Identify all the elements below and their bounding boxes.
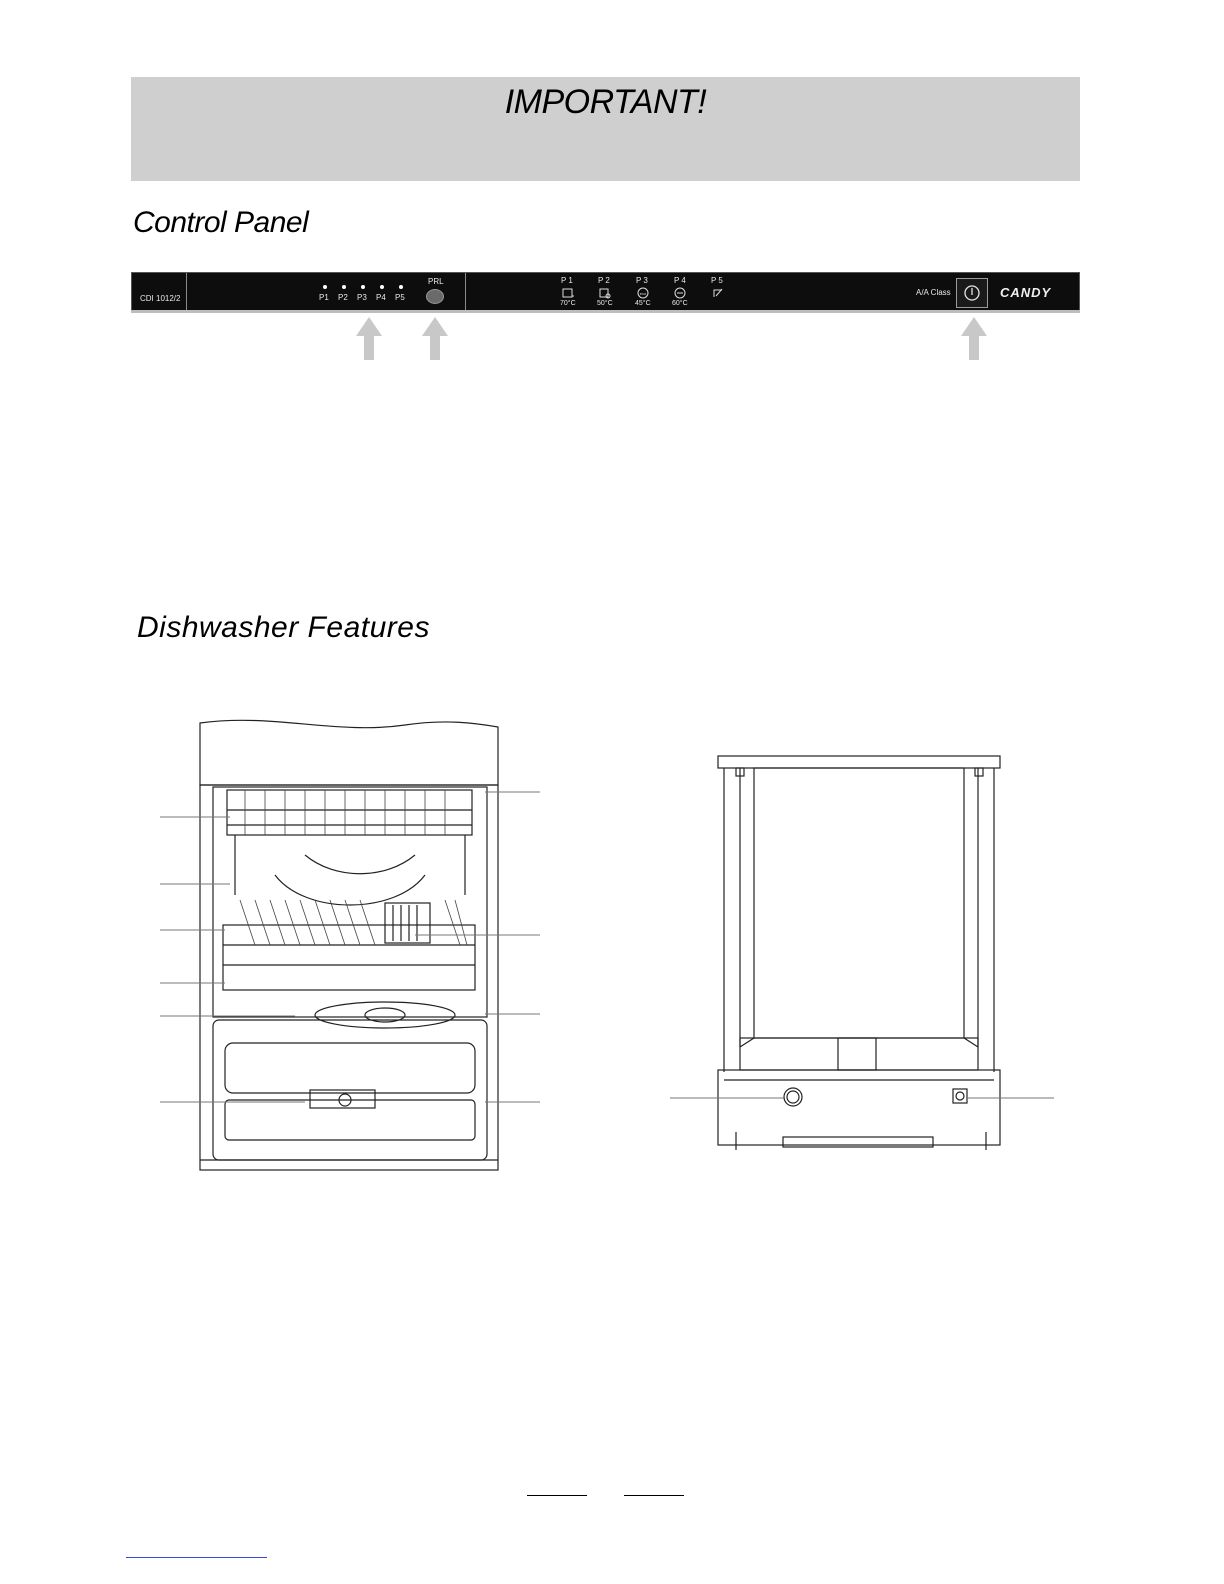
rapid-icon [674, 287, 686, 299]
important-banner [131, 77, 1080, 181]
program-label-p5: P 5 [711, 276, 723, 285]
brand-logo: CANDY [1000, 285, 1052, 300]
key-p1[interactable]: P1 [319, 293, 329, 302]
panel-divider [186, 273, 187, 311]
panel-divider [465, 273, 466, 311]
program-temp-p1: 70°C [560, 300, 576, 307]
prl-arrow-icon [422, 317, 448, 360]
control-panel [131, 272, 1080, 312]
led-p5 [399, 285, 403, 289]
footer-rule-left [527, 1495, 587, 1496]
power-button[interactable] [956, 278, 988, 308]
power-icon [957, 279, 987, 307]
key-p5[interactable]: P5 [395, 293, 405, 302]
footer-link-rule [126, 1557, 267, 1558]
key-p4[interactable]: P4 [376, 293, 386, 302]
rinse-icon [712, 287, 724, 299]
program-label-p4: P 4 [674, 276, 686, 285]
led-p1 [323, 285, 327, 289]
banner-title: IMPORTANT! [504, 83, 707, 121]
program-selector-arrow-icon [356, 317, 382, 360]
panel-shadow [131, 310, 1080, 313]
dishwasher-front-diagram [155, 715, 550, 1175]
program-label-p3: P 3 [636, 276, 648, 285]
prl-button[interactable] [426, 289, 444, 304]
key-p3[interactable]: P3 [357, 293, 367, 302]
led-p4 [380, 285, 384, 289]
led-p3 [361, 285, 365, 289]
daily-icon [599, 287, 611, 299]
program-label-p2: P 2 [598, 276, 610, 285]
svg-text:eco: eco [639, 291, 647, 296]
pot-icon [562, 287, 574, 299]
key-p2[interactable]: P2 [338, 293, 348, 302]
program-temp-p3: 45°C [635, 300, 651, 307]
prl-label: PRL [428, 277, 444, 286]
program-temp-p2: 50°C [597, 300, 613, 307]
eco-icon [637, 287, 649, 299]
model-label: CDI 1012/2 [140, 294, 181, 303]
energy-class-label: A/A Class [916, 288, 951, 297]
dishwasher-features-heading: Dishwasher Features [137, 611, 430, 644]
control-panel-heading: Control Panel [133, 206, 309, 239]
program-temp-p4: 60°C [672, 300, 688, 307]
power-arrow-icon [961, 317, 987, 360]
footer-rule-right [624, 1495, 684, 1496]
dishwasher-rear-diagram [668, 752, 1058, 1162]
program-label-p1: P 1 [561, 276, 573, 285]
led-p2 [342, 285, 346, 289]
